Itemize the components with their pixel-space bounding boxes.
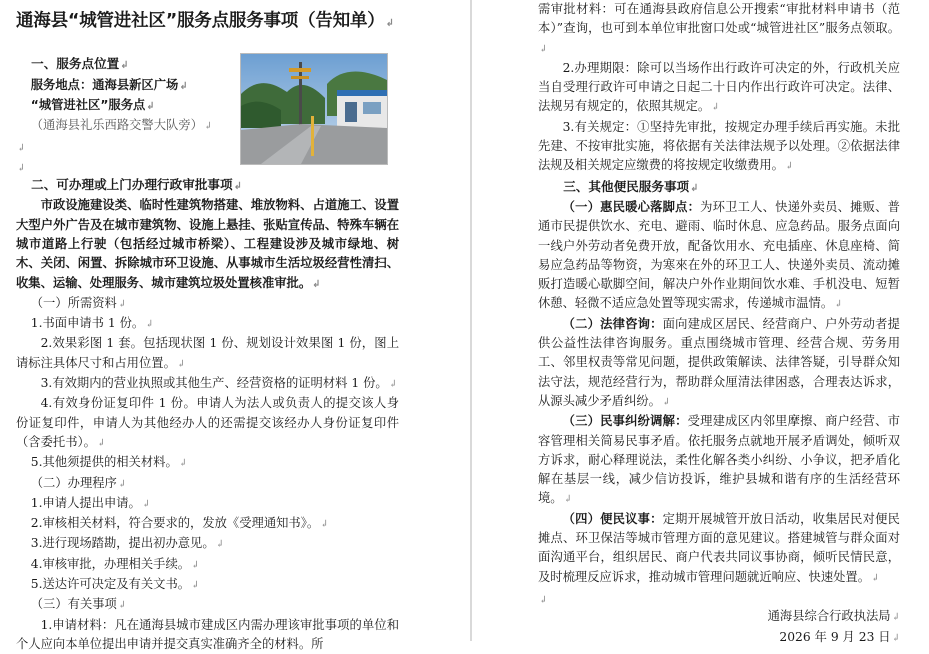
procedure-item: 3.进行现场踏勘，提出初办意见。↲ — [30, 536, 225, 551]
location-line-1: 服务地点：通海县新区广场↲ — [30, 77, 188, 92]
right-column: 需审批材料：可在通海县政府信息公开搜索“审批材料申请书（范本）”查询，也可到本单位审批窗口处或“城管进社区”服务点领取。↲ 2.办理期限：除可以当场作出行政许可决定的外，行政机关应当自受理行政许可申请之日起二十日内作出行政许可决定。法律、法规另有规定的，依照其规定。↲ 3.有关规定：①坚持先审批，按规定办理手续后再实施。未批先建、不按审批实施，将依据有关法律法规予以处理。②依据法律法规及相关规定应缴费的将按规定收缴费用。↲ 三、其他便民服务事项↲ （一）惠民暖心落脚点：为环卫工人、快递外卖员、摊贩、普通市民提供饮水、充电、避雨、临时休息、应急药品。服务点面向一线户外劳动者免费开放，配备饮用水、充电插座、休息座椅、简易应急药品等物资，为寒來在外的环卫工人、快递外卖员、流动摊贩打造暖心歇脚空间，解决户外作业期间饮水难、手机没电、短暂休憩、轻微不适应急处置等现实需求，传递城市温情。↲ （二）法律咨询：面向建成区居民、经营商户、户外劳动者提供公益性法律咨询服务。重点围绕城市管理、经营合规、劳务用工、邻里权责等常见问题，提供政策解读、法律答疑，引导群众知法守法，规范经营行为，帮助群众厘清法律困惑，合理表达诉求，从源头减少矛盾纠纷。↲ （三）民事纠纷调解：受理建成区内邻里摩擦、商户经营、市容管理相关简易民事矛盾。依托服务点就地开展矛盾调处，倾听双方诉求，耐心释理说法，柔性化解各类小纠纷、小争议，把矛盾化解在基层一线，减少信访投诉，维护县城和谐有序的生活经营环境。↲ （四）便民议事：定期开展城管开放日活动，收集居民对便民摊点、环卫保洁等城市管理方面的意见建议。搭建城管与群众面对面沟通平台，组织居民、商户代表共同议事协商，倾听民情民意，及时梳理反应诉求，推动城市管理问题就近响应、快速处置。↲ ↲ 通海县综合行政执法局↲ 2026 年 9 月 23 日↲ — [538, 0, 900, 648]
section-heading-other-services: 三、其他便民服务事项↲ — [563, 178, 699, 194]
subheading-procedure: （二）办理程序↲ — [30, 475, 127, 490]
procedure-item: 4.审核审批，办理相关手续。↲ — [30, 556, 200, 571]
signature-date: 2026 年 9 月 23 日↲ — [779, 629, 900, 644]
material-item: 1.书面申请书 1 份。↲ — [30, 316, 154, 331]
material-item: 3.有效期内的营业执照或其他生产、经营资格的证明材料 1 份。↲ — [40, 376, 398, 391]
subheading-materials: （一）所需资料↲ — [30, 295, 127, 310]
service-point-photo-image — [241, 54, 387, 164]
material-item: 2.效果彩图 1 套。包括现状图 1 份、规划设计效果图 1 份，图上请标注具体尺寸和占用位置。↲ — [16, 336, 399, 370]
service-item-rest-point: （一）惠民暖心落脚点：为环卫工人、快递外卖员、摊贩、普通市民提供饮水、充电、避雨、临时休息、应急药品。服务点面向一线户外劳动者免费开放，配备饮用水、充电插座、休息座椅、简易应急药品等物资，为寒來在外的环卫工人、快递外卖员、流动摊贩打造暖心歇脚空间，解决户外作业期间饮水难、手机没电、短暂休憩、轻微不适应急处置等现实需求，传递城市温情。↲ — [538, 199, 900, 311]
subheading-matters: （三）有关事项↲ — [30, 597, 127, 612]
procedure-item: 2.审核相关材料，符合要求的，发放《受理通知书》。↲ — [30, 516, 329, 531]
material-item: 5.其他须提供的相关材料。↲ — [30, 455, 188, 470]
procedure-item: 5.送达许可决定及有关文书。↲ — [30, 577, 200, 592]
document-page-right — [472, 0, 929, 644]
service-item-legal-consult: （二）法律咨询：面向建成区居民、经营商户、户外劳动者提供公益性法律咨询服务。重点围绕城市管理、经营合规、劳务用工、邻里权责等常见问题，提供政策解读、法律答疑，引导群众知法守法，规范经营行为，帮助群众厘清法律困惑，合理表达诉求，从源头减少矛盾纠纷。↲ — [538, 316, 900, 408]
matters-item-3: 3.有关规定：①坚持先审批，按规定办理手续后再实施。未批先建、不按审批实施，将依据有关法律法规予以处理。②依据法律法规及相关规定应缴费的将按规定收缴费用。↲ — [538, 119, 900, 173]
material-item: 4.有效身份证复印件 1 份。申请人为法人或负责人的提交该人身份证复印件，申请人为其他经办人的还需提交该经办人身份证复印件（含委托书）。↲ — [16, 396, 399, 449]
service-point-photo — [240, 53, 388, 165]
location-line-2: “城管进社区”服务点↲ — [30, 97, 155, 112]
location-line-3: （通海县礼乐西路交警大队旁）↲ — [30, 118, 213, 133]
section-heading-location: 一、服务点位置↲ — [31, 56, 129, 72]
service-item-mediation: （三）民事纠纷调解：受理建成区内邻里摩擦、商户经营、市容管理相关简易民事矛盾。依托服务点就地开展矛盾调处，倾听双方诉求，耐心释理说法，柔性化解各类小纠纷、小争议，把矛盾化解在基层一线，减少信访投诉，维护县城和谐有序的生活经营环境。↲ — [538, 414, 900, 506]
approval-items-text: 市政设施建设类、临时性建筑物搭建、堆放物料、占道施工、设置大型户外广告及在城市建筑物、设施上悬挂、张贴宣传品、特殊车辆在城市道路上行驶（包括经过城市桥梁）、工程建设涉及城市绿地、树木、关闭、闲置、拆除城市环卫设施、从事城市生活垃圾经营性清扫、收集、运输、处理服务、城市建筑垃圾处置核准审批。↲ — [16, 198, 399, 290]
matters-item-2: 2.办理期限：除可以当场作出行政许可决定的外，行政机关应当自受理行政许可申请之日起二十日内作出行政许可决定。法律、法规另有规定的，依照其规定。↲ — [538, 60, 900, 114]
matters-item-1: 1.申请材料：凡在通海县城市建成区内需办理该审批事项的单位和个人应向本单位提出申请并提交真实准确齐全的材料。所 — [16, 617, 399, 651]
service-item-civic-discussion: （四）便民议事：定期开展城管开放日活动，收集居民对便民摊点、环卫保洁等城市管理方面的意见建议。搭建城管与群众面对面沟通平台，组织居民、商户代表共同议事协商，倾听民情民意，及时梳理反应诉求，推动城市管理问题就近响应、快速处置。↲ — [538, 511, 900, 584]
left-column: 通海县“城管进社区”服务点服务事项（告知单）↲ 一、服务点位置↲ 服务地点：通海县新区广场↲ “城管进社区”服务点↲ （通海县礼乐西路交警大队旁）↲ ↲ ↲ 二、可办理或上门办理行政审批事项↲ 市政设施建设类、临时性建筑物搭建、堆放物料、占道施工、设置大型户外广告及在城市建筑物、设施上悬挂、张贴宣传品、特殊车辆在城市道路上行驶（包括经过城市桥梁）、工程建设涉及城市绿地、树木、关闭、闲置、拆除城市环卫设施、从事城市生活垃圾经营性清扫、收集、运输、处理服务、城市建筑垃圾处置核准审批。↲ （一）所需资料↲ 1.书面申请书 1 份。↲ 2.效果彩图 1 套。包括现状图 1 份、规划设计效果图 1 份，图上请标注具体尺寸和占用位置。↲ 3.有效期内的营业执照或其他生产、经营资格的证明材料 1 份。↲ 4.有效身份证复印件 1 份。申请人为法人或负责人的提交该人身份证复印件，申请人为其他经办人的还需提交该经办人身份证复印件（含委托书）。↲ 5.其他须提供的相关材料。↲ （二）办理程序↲ 1.申请人提出申请。↲ 2.审核相关材料，符合要求的，发放《受理通知书》。↲ 3.进行现场踏勘，提出初办意见。↲ 4.审核审批，办理相关手续。↲ 5.送达许可决定及有关文书。↲ （三）有关事项↲ 1.申请材料：凡在通海县城市建成区内需办理该审批事项的单位和个人应向本单位提出申请并提交真实准确齐全的材料。所 — [16, 0, 399, 654]
document-title: 通海县“城管进社区”服务点服务事项（告知单）↲ — [16, 11, 394, 31]
procedure-item: 1.申请人提出申请。↲ — [30, 495, 151, 510]
matters-item-1-continued: 需审批材料：可在通海县政府信息公开搜索“审批材料申请书（范本）”查询，也可到本单位审批窗口处或“城管进社区”服务点领取。↲ — [538, 2, 900, 55]
signature-organization: 通海县综合行政执法局↲ — [767, 609, 900, 624]
section-heading-approval: 二、可办理或上门办理行政审批事项↲ — [31, 177, 242, 193]
